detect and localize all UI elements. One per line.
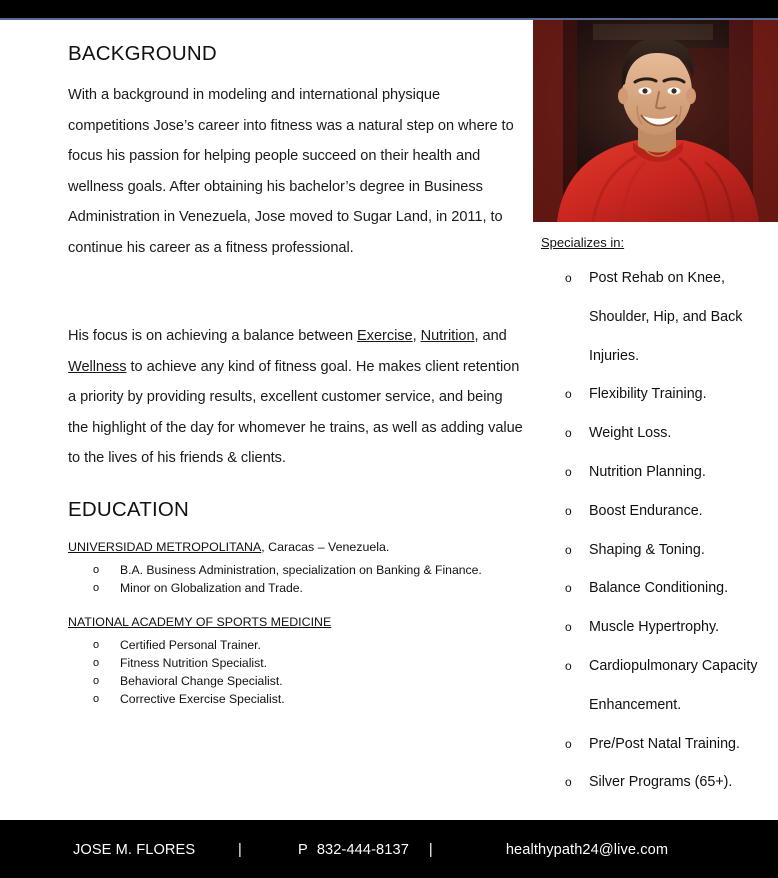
circle-bullet-icon: o (93, 638, 100, 651)
circle-bullet-icon: o (93, 656, 100, 669)
list-item (533, 375, 778, 414)
list-item (533, 569, 778, 608)
school-entry (68, 615, 523, 629)
nutrition-link[interactable]: Nutrition (420, 328, 475, 344)
wellness-link[interactable]: Wellness (68, 358, 127, 375)
list-item-label: Muscle Hypertrophy. (589, 619, 720, 636)
list-item-label: Behavioral Change Specialist. (120, 673, 283, 688)
footer-separator: | (428, 842, 433, 858)
portrait-photo (533, 20, 778, 222)
circle-bullet-icon: o (565, 271, 572, 285)
school-entry (68, 540, 523, 554)
list-item (533, 647, 778, 725)
document-page (0, 20, 778, 820)
comma-one: , (412, 328, 421, 344)
footer-separator: | (238, 842, 242, 858)
education-section-heading: EDUCATION (68, 497, 190, 521)
specializes-heading: Specializes in: (541, 235, 625, 250)
circle-bullet-icon: o (565, 658, 572, 673)
list-item-label: Boost Endurance. (589, 502, 703, 519)
circle-bullet-icon: o (565, 387, 572, 402)
circle-bullet-icon: o (565, 581, 572, 596)
list-item (533, 763, 778, 802)
list-item-label: Nutrition Planning. (589, 463, 706, 480)
list-item-label: Minor on Globalization and Trade. (120, 580, 303, 595)
circle-bullet-icon: o (565, 775, 572, 790)
list-item-label: Post Rehab on Knee, Shoulder, Hip, and Back Injuries. (589, 270, 743, 364)
list-item-label: Fitness Nutrition Specialist. (120, 655, 267, 670)
footer-name: JOSE M. FLORES (73, 842, 196, 858)
school-name: UNIVERSIDAD METROPOLITANA (68, 539, 262, 554)
circle-bullet-icon: o (93, 581, 100, 594)
footer-phone-label: P (298, 842, 308, 858)
circle-bullet-icon: o (565, 503, 572, 518)
background-paragraph-one: With a background in modeling and international physique competitions Jose’s career into fitness was a natural step on where to focus his passion for helping people succeed on their health and wellness goals. After obtaining his bachelor’s degree in Business Administration in Venezuela, Jose moved to Sugar Land, in 2011, to continue his career as a fitness professional. (68, 87, 514, 256)
list-item-label: Balance Conditioning. (589, 580, 729, 597)
list-item (533, 492, 778, 531)
circle-bullet-icon: o (93, 563, 100, 576)
list-item-label: Flexibility Training. (589, 386, 707, 403)
list-item (533, 725, 778, 764)
circle-bullet-icon: o (565, 620, 572, 635)
circle-bullet-icon: o (565, 426, 572, 441)
circle-bullet-icon: o (565, 736, 572, 751)
circle-bullet-icon: o (93, 674, 100, 687)
circle-bullet-icon: o (565, 542, 572, 557)
list-item-label: Shaping & Toning. (589, 541, 705, 558)
list-item (68, 672, 523, 690)
list-item (533, 259, 778, 375)
list-item (68, 690, 523, 708)
footer-contact-line (73, 842, 668, 858)
paragraph-two-tail: to achieve any kind of fitness goal. He makes client retention a priority by providing results, excellent customer service, and being the highlight of the day for whomever he trains, as well as adding value to the lives of his friends & clients. (68, 358, 523, 466)
school-location: , Caracas – Venezuela. (261, 539, 390, 554)
list-item (533, 608, 778, 647)
top-black-bar (0, 0, 778, 18)
specializes-list (533, 259, 778, 802)
list-item (533, 453, 778, 492)
comma-two: , and (474, 328, 507, 344)
education-item-list (68, 636, 523, 708)
list-item (68, 561, 523, 579)
footer-phone[interactable]: 832-444-8137 (316, 842, 409, 858)
education-item-list (68, 561, 523, 597)
background-section-heading: BACKGROUND (68, 42, 217, 65)
list-item-label: Certified Personal Trainer. (120, 637, 261, 652)
school-name: NATIONAL ACADEMY OF SPORTS MEDICINE (68, 614, 332, 629)
list-item-label: B.A. Business Administration, specialization on Banking & Finance. (120, 562, 482, 577)
list-item (68, 579, 523, 597)
list-item (533, 414, 778, 453)
background-paragraph-two (68, 321, 523, 474)
list-item-label: Silver Programs (65+). (589, 774, 733, 791)
exercise-link[interactable]: Exercise (357, 328, 413, 344)
list-item (68, 654, 523, 672)
footer-email[interactable]: healthypath24@live.com (505, 842, 669, 858)
list-item-label: Cardiopulmonary Capacity Enhancement. (589, 657, 758, 713)
circle-bullet-icon: o (93, 692, 100, 705)
paragraph-two-lead: His focus is on achieving a balance between (68, 328, 358, 344)
list-item-label: Pre/Post Natal Training. (589, 735, 740, 752)
list-item-label: Corrective Exercise Specialist. (120, 691, 285, 706)
footer-bar (0, 820, 778, 878)
main-column (68, 20, 523, 708)
list-item (533, 531, 778, 570)
list-item (68, 636, 523, 654)
list-item-label: Weight Loss. (589, 425, 672, 442)
right-column (533, 20, 778, 802)
circle-bullet-icon: o (565, 464, 572, 479)
